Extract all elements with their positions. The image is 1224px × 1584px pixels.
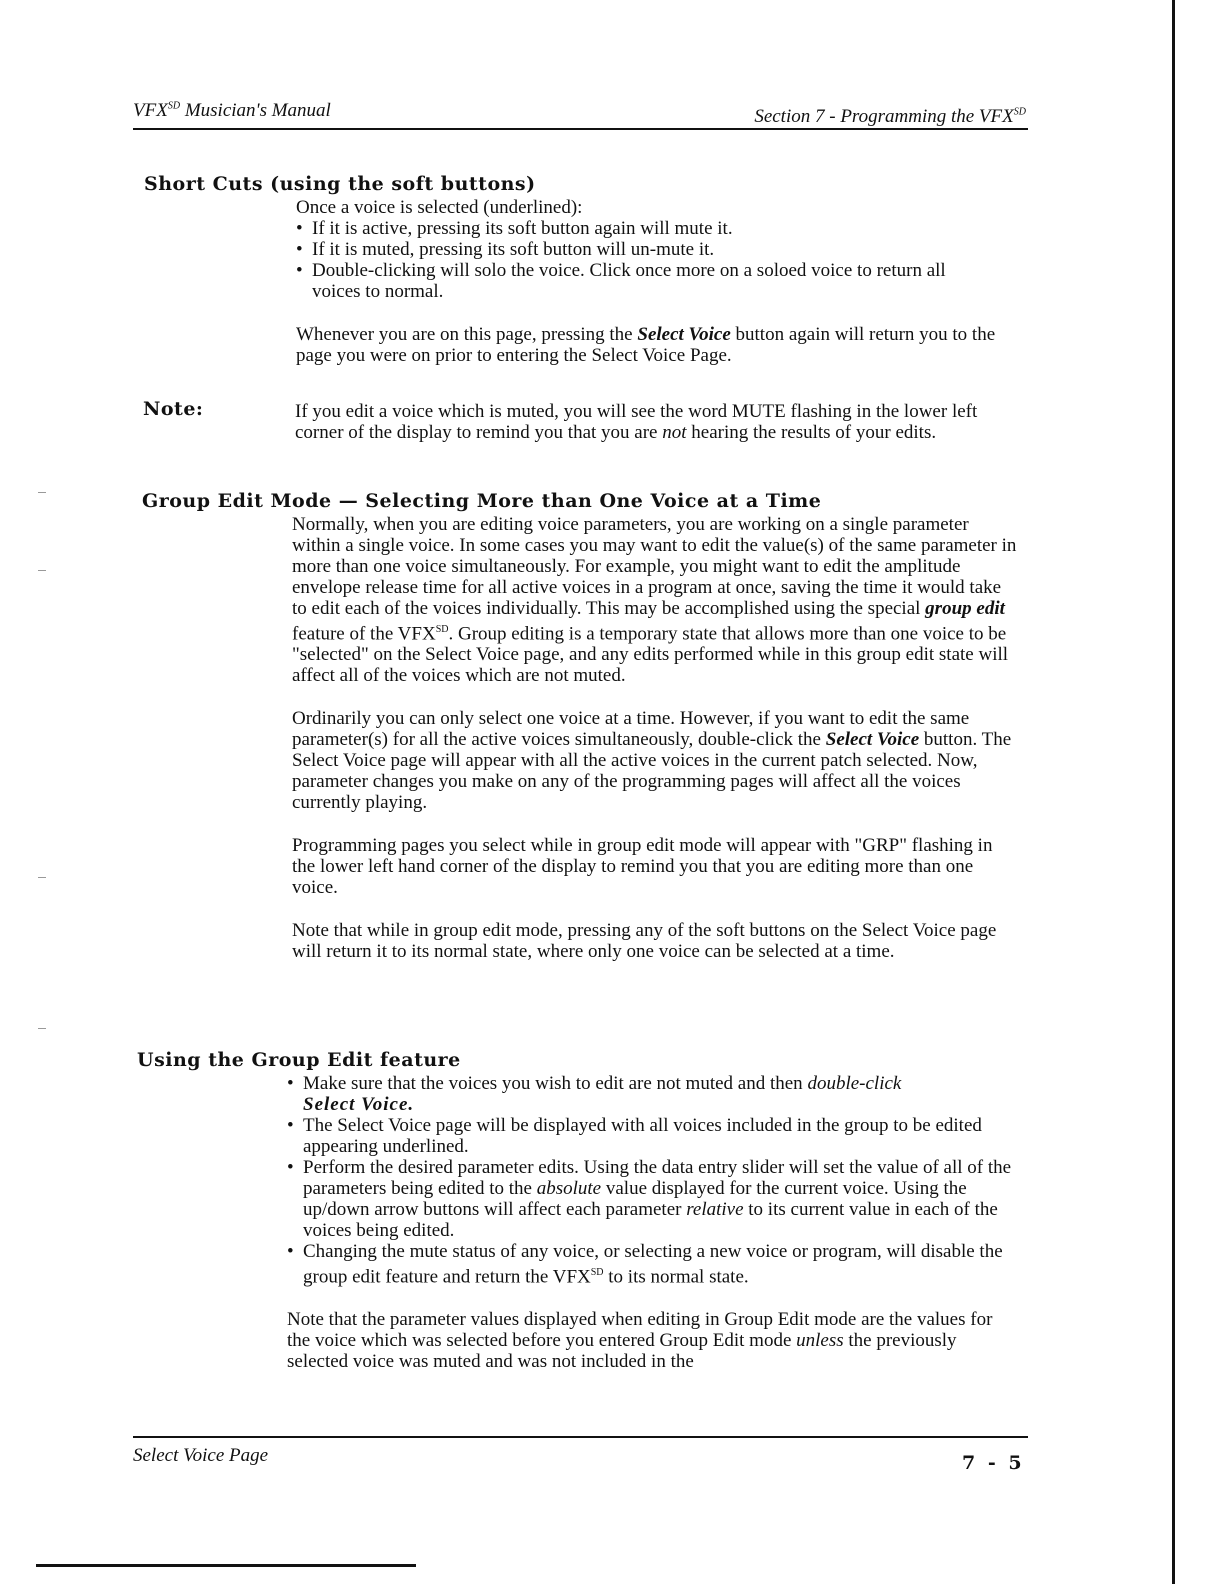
- list-item: • Perform the desired parameter edits. Using the data entry slider will set the value of all of the parameters being edited to the absolute value displayed for the current voice. Using the up/down arrow buttons will affect each parameter relative to its current value in each of the voices being edited.: [287, 1157, 1015, 1241]
- group-edit-body: [292, 514, 1017, 962]
- note-label: Note:: [143, 398, 204, 420]
- note-text: If you edit a voice which is muted, you will see the word MUTE flashing in the lower left corner of the display to remind you that you are not hearing the results of your edits.: [295, 401, 978, 443]
- scan-mark: [38, 877, 46, 878]
- scan-mark: [38, 570, 46, 571]
- group-edit-paragraph-3: Programming pages you select while in group edit mode will appear with "GRP" flashing in the lower left hand corner of the display to remind you that you are editing more than one voice.: [292, 835, 993, 899]
- scan-bottom-edge: [36, 1564, 416, 1567]
- scan-mark: [38, 492, 46, 493]
- list-item: • If it is active, pressing its soft button again will mute it.: [296, 218, 996, 239]
- list-item: • Make sure that the voices you wish to edit are not muted and then double-click Select Voice.: [287, 1073, 1015, 1115]
- header-right: Section 7 - Programming the $VFX^{SD}$: [754, 106, 1026, 127]
- short-cuts-body: Once a voice is selected (underlined): • If it is active, pressing its soft button again will mute it. • If it is muted, pressing its soft button will un-mute it. • Double-clicking will solo the voice. Click once more on a soloed voice to return all voices to normal. Whenever you are on this page, pressing the Select Voice button again will return you to the page you were on prior to entering the Select Voice Page.: [296, 197, 996, 366]
- list-item: • The Select Voice page will be displayed with all voices included in the group to be edited appearing underlined.: [287, 1115, 1015, 1157]
- page-number: 7 - 5: [962, 1452, 1025, 1474]
- using-list: [287, 1073, 1015, 1287]
- using-paragraph: Note that the parameter values displayed when editing in Group Edit mode are the values for the voice which was selected before you entered Group Edit mode unless the previously selected voice was muted and was not included in the: [287, 1309, 993, 1373]
- section-heading-group-edit: Group Edit Mode — Selecting More than One Voice at a Time: [142, 490, 822, 512]
- footer-left: Select Voice Page: [133, 1445, 269, 1466]
- section-heading-using-group-edit: Using the Group Edit feature: [137, 1049, 461, 1071]
- short-cuts-list: [296, 218, 996, 302]
- header-rule: [133, 128, 1028, 130]
- group-edit-paragraph-2: Ordinarily you can only select one voice at a time. However, if you want to edit the same parameter(s) for all the active voices simultaneously, double-click the Select Voice button. The Select Voice page will appear with all the active voices in the current patch selected. Now, parameter changes you make on any of the programming pages will affect all the voices currently playing.: [292, 708, 1012, 814]
- section-heading-short-cuts: Short Cuts (using the soft buttons): [144, 173, 536, 195]
- group-edit-paragraph-4: Note that while in group edit mode, pressing any of the soft buttons on the Select Voice page will return it to its normal state, where only one voice can be selected at a time.: [292, 920, 997, 963]
- footer-rule: [133, 1436, 1028, 1438]
- short-cuts-paragraph: Whenever you are on this page, pressing the Select Voice button again will return you to the page you were on prior to entering the Select Voice Page.: [296, 324, 996, 366]
- header-left: $VFX^{SD}$ Musician's Manual: [133, 100, 331, 121]
- list-item: • If it is muted, pressing its soft button will un-mute it.: [296, 239, 996, 260]
- list-item: • Double-clicking will solo the voice. Click once more on a soloed voice to return all voices to normal.: [296, 260, 996, 302]
- group-edit-paragraph-1: Normally, when you are editing voice parameters, you are working on a single parameter within a single voice. In some cases you may want to edit the value(s) of the same parameter in more than one voice simultaneously. For example, you might want to edit the amplitude envelope release time for all active voices in a program at once, saving the time it would take to edit each of the voices individually. This may be accomplished using the special group edit feature of the $VFX^{SD}$. Group editing is a temporary state that allows more than one voice to be "selected" on the Select Voice page, and any edits performed while in this group edit state will affect all of the voices which are not muted.: [292, 514, 1017, 687]
- page-edge-line: [1172, 0, 1175, 1584]
- scan-mark: [38, 1028, 46, 1029]
- list-item: • Changing the mute status of any voice, or selecting a new voice or program, will disable the group edit feature and return the $VFX^{SD}$ to its normal state.: [287, 1241, 1015, 1287]
- using-body: [287, 1073, 1015, 1372]
